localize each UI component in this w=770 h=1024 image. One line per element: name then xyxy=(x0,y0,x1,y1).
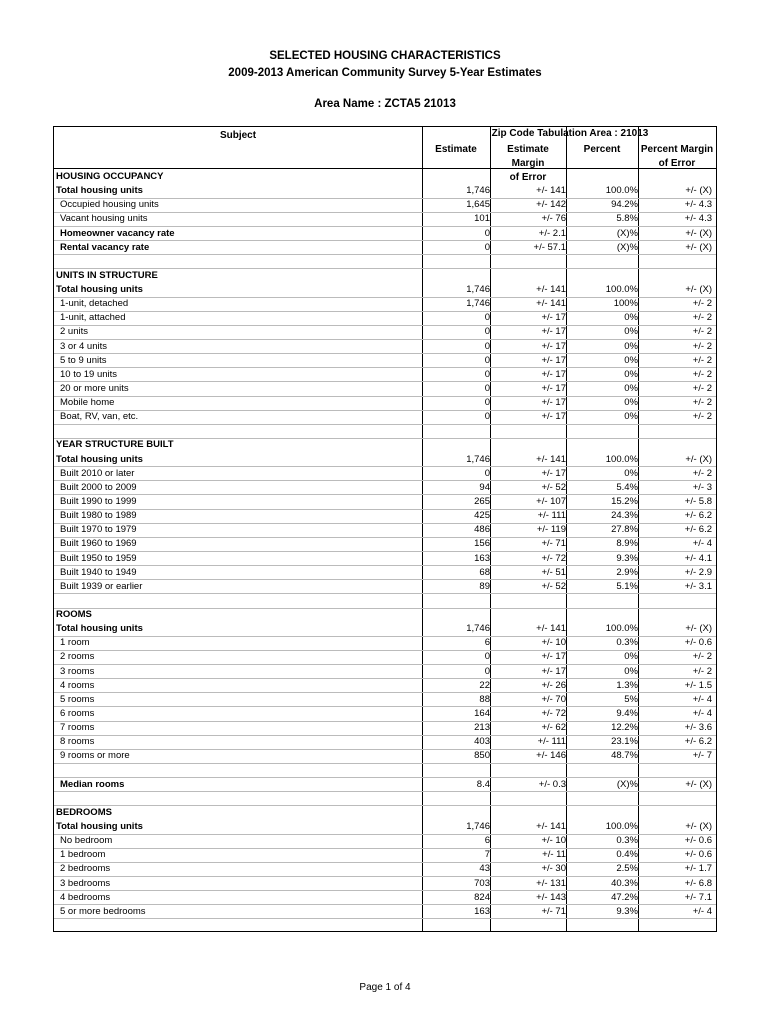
percent-cell: 1.3% xyxy=(616,679,638,691)
estimate-moe-cell: +/- 141 xyxy=(536,185,566,197)
estimate-cell: 43 xyxy=(479,863,490,875)
percent-moe-cell: +/- (X) xyxy=(685,284,712,296)
row-label: 3 rooms xyxy=(60,665,95,677)
row-label: 3 bedrooms xyxy=(60,877,111,889)
percent-cell: 40.3% xyxy=(611,877,638,889)
table-row xyxy=(54,650,716,664)
percent-cell: 0% xyxy=(624,340,638,352)
row-label: Rental vacancy rate xyxy=(60,241,150,253)
table-row xyxy=(54,325,716,339)
row-label: Total housing units xyxy=(56,453,143,465)
estimate-moe-cell: +/- 141 xyxy=(536,623,566,635)
estimate-moe-cell: +/- 141 xyxy=(536,820,566,832)
percent-cell: 100.0% xyxy=(605,820,638,832)
row-label: Vacant housing units xyxy=(60,213,148,225)
estimate-cell: 0 xyxy=(484,241,490,253)
estimate-moe-cell: +/- 2.1 xyxy=(538,227,566,239)
document-subtitle: 2009-2013 American Community Survey 5-Year Estimates xyxy=(228,67,542,79)
table-row xyxy=(54,891,716,905)
row-label: Occupied housing units xyxy=(60,199,159,211)
row-label: 20 or more units xyxy=(60,382,129,394)
percent-moe-cell: +/- 6.2 xyxy=(684,524,712,536)
table-row xyxy=(54,905,716,919)
row-label: Built 1970 to 1979 xyxy=(60,524,137,536)
percent-cell: 0% xyxy=(624,326,638,338)
row-label: 2 bedrooms xyxy=(60,863,111,875)
table-row xyxy=(54,340,716,354)
estimate-cell: 68 xyxy=(479,566,490,578)
estimate-column-header: Estimate xyxy=(435,144,477,155)
percent-cell: 5.1% xyxy=(616,580,638,592)
row-label: Built 1940 to 1949 xyxy=(60,566,137,578)
section-header-row xyxy=(54,806,716,820)
row-label: UNITS IN STRUCTURE xyxy=(56,269,158,281)
row-label: Mobile home xyxy=(60,397,115,409)
estimate-moe-cell: +/- 146 xyxy=(536,750,566,762)
estimate-moe-cell: +/- 107 xyxy=(536,495,566,507)
row-label: 1 room xyxy=(60,637,90,649)
row-label: Boat, RV, van, etc. xyxy=(60,411,139,423)
table-row xyxy=(54,283,716,297)
row-label: Built 1980 to 1989 xyxy=(60,510,137,522)
table-row xyxy=(54,552,716,566)
row-label: Homeowner vacancy rate xyxy=(60,227,175,239)
section-header-row xyxy=(54,269,716,283)
estimate-cell: 101 xyxy=(474,213,490,225)
table-row xyxy=(54,227,716,241)
percent-cell: 100.0% xyxy=(605,623,638,635)
percent-cell: 0.4% xyxy=(616,849,638,861)
row-label: Total housing units xyxy=(56,623,143,635)
section-header-row xyxy=(54,608,716,622)
row-label: 9 rooms or more xyxy=(60,750,130,762)
table-row xyxy=(54,566,716,580)
percent-cell: 8.9% xyxy=(616,538,638,550)
row-label: 4 bedrooms xyxy=(60,891,111,903)
percent-moe-cell: +/- (X) xyxy=(685,185,712,197)
table-row xyxy=(54,749,716,763)
percent-cell: 9.4% xyxy=(616,707,638,719)
percent-cell: 48.7% xyxy=(611,750,638,762)
percent-cell: 100.0% xyxy=(605,453,638,465)
spacer-row xyxy=(54,594,716,608)
percent-moe-cell: +/- 3.6 xyxy=(684,722,712,734)
row-label: 3 or 4 units xyxy=(60,340,107,352)
table-row xyxy=(54,241,716,255)
estimate-cell: 0 xyxy=(484,651,490,663)
estimate-cell: 1,746 xyxy=(466,820,490,832)
percent-moe-cell: +/- 4.3 xyxy=(684,213,712,225)
percent-moe-cell: +/- 2 xyxy=(692,665,712,677)
percent-moe-cell: +/- (X) xyxy=(685,227,712,239)
table-row xyxy=(54,184,716,198)
percent-moe-cell: +/- 2 xyxy=(692,312,712,324)
estimate-cell: 22 xyxy=(479,679,490,691)
percent-moe-cell: +/- 5.8 xyxy=(684,495,712,507)
percent-cell: (X)% xyxy=(616,778,638,790)
percent-moe-cell: +/- 3.1 xyxy=(684,580,712,592)
table-row xyxy=(54,481,716,495)
table-row xyxy=(54,410,716,424)
row-label: Built 1990 to 1999 xyxy=(60,495,137,507)
estimate-moe-cell: +/- 52 xyxy=(541,481,566,493)
estimate-cell: 7 xyxy=(484,849,490,861)
table-row xyxy=(54,396,716,410)
estimate-moe-cell: +/- 141 xyxy=(536,284,566,296)
estimate-cell: 163 xyxy=(474,905,490,917)
row-label: Built 1960 to 1969 xyxy=(60,538,137,550)
estimate-moe-cell: +/- 17 xyxy=(541,397,566,409)
estimate-cell: 0 xyxy=(484,411,490,423)
estimate-cell: 0 xyxy=(484,354,490,366)
table-row xyxy=(54,735,716,749)
percent-moe-cell: +/- 2 xyxy=(692,368,712,380)
estimate-cell: 1,746 xyxy=(466,453,490,465)
estimate-cell: 6 xyxy=(484,835,490,847)
row-label: 8 rooms xyxy=(60,736,95,748)
estimate-moe-cell: +/- 11 xyxy=(542,849,566,861)
percent-moe-cell: +/- 2 xyxy=(692,467,712,479)
row-label: HOUSING OCCUPANCY xyxy=(56,171,164,182)
estimate-moe-cell: +/- 141 xyxy=(536,453,566,465)
row-label: Built 1950 to 1959 xyxy=(60,552,137,564)
estimate-cell: 0 xyxy=(484,326,490,338)
percent-cell: 100.0% xyxy=(605,284,638,296)
table-row xyxy=(54,580,716,594)
table-row xyxy=(54,679,716,693)
percent-moe-cell: +/- 7 xyxy=(692,750,712,762)
estimate-moe-cell: +/- 71 xyxy=(541,538,566,550)
housing-table xyxy=(53,126,717,932)
estimate-cell: 0 xyxy=(484,227,490,239)
row-label: 5 or more bedrooms xyxy=(60,905,146,917)
spacer-row xyxy=(54,255,716,269)
percent-cell: 5.8% xyxy=(616,213,638,225)
table-row xyxy=(54,834,716,848)
estimate-moe-cell: +/- 30 xyxy=(541,863,566,875)
percent-moe-cell: +/- 2 xyxy=(692,340,712,352)
area-name: Area Name : ZCTA5 21013 xyxy=(314,98,456,110)
estimate-cell: 425 xyxy=(474,510,490,522)
section-header-row xyxy=(54,438,716,452)
percent-cell: 0% xyxy=(624,665,638,677)
table-row xyxy=(54,848,716,862)
estimate-moe-cell: +/- 143 xyxy=(536,891,566,903)
table-row xyxy=(54,509,716,523)
estimate-cell: 1,746 xyxy=(466,298,490,310)
estimate-cell: 94 xyxy=(479,481,490,493)
estimate-moe-cell: +/- 76 xyxy=(541,213,566,225)
percent-moe-cell: +/- 2 xyxy=(692,326,712,338)
estimate-cell: 164 xyxy=(474,707,490,719)
estimate-cell: 850 xyxy=(474,750,490,762)
estimate-moe-cell: +/- 17 xyxy=(541,651,566,663)
table-row xyxy=(54,693,716,707)
estimate-moe-cell: +/- 17 xyxy=(541,354,566,366)
percent-cell: 2.9% xyxy=(616,566,638,578)
estimate-moe-cell: +/- 141 xyxy=(536,298,566,310)
estimate-cell: 156 xyxy=(474,538,490,550)
percent-moe-cell: +/- 3 xyxy=(692,481,712,493)
percent-moe-cell: +/- 2 xyxy=(692,651,712,663)
row-label: Built 2000 to 2009 xyxy=(60,481,137,493)
estimate-moe-cell: +/- 51 xyxy=(541,566,566,578)
percent-cell: 5% xyxy=(624,693,638,705)
estimate-cell: 1,645 xyxy=(466,199,490,211)
section-header-row xyxy=(54,170,716,184)
estimate-cell: 0 xyxy=(484,467,490,479)
percent-cell: 0% xyxy=(624,651,638,663)
table-row xyxy=(54,467,716,481)
row-rule xyxy=(54,918,716,919)
table-row xyxy=(54,297,716,311)
row-label: Total housing units xyxy=(56,284,143,296)
estimate-moe-cell: +/- 111 xyxy=(537,736,566,748)
table-row xyxy=(54,622,716,636)
row-label: ROOMS xyxy=(56,609,92,621)
percent-cell: 5.4% xyxy=(616,481,638,493)
estimate-moe-cell: +/- 70 xyxy=(541,693,566,705)
percent-cell: 0.3% xyxy=(616,637,638,649)
subject-column-header: Subject xyxy=(219,130,257,141)
percent-moe-cell: +/- 0.6 xyxy=(684,637,712,649)
estimate-moe-cell: +/- 0.3 xyxy=(538,778,566,790)
table-row xyxy=(54,311,716,325)
table-row xyxy=(54,198,716,212)
percent-moe-cell: +/- 0.6 xyxy=(684,835,712,847)
row-label: No bedroom xyxy=(60,835,113,847)
zcta-column-header: Zip Code Tabulation Area : 21013 xyxy=(491,128,649,139)
estimate-moe-cell: +/- 17 xyxy=(541,382,566,394)
percent-cell: 0% xyxy=(624,382,638,394)
row-label: 1-unit, attached xyxy=(60,312,126,324)
percent-moe-cell: +/- 2 xyxy=(692,397,712,409)
percent-moe-cell: +/- (X) xyxy=(685,623,712,635)
table-row xyxy=(54,820,716,834)
table-row xyxy=(54,382,716,396)
table-row xyxy=(54,636,716,650)
table-row xyxy=(54,778,716,792)
percent-cell: 27.8% xyxy=(611,524,638,536)
row-label: Total housing units xyxy=(56,185,143,197)
estimate-moe-cell: +/- 17 xyxy=(541,326,566,338)
estimate-cell: 1,746 xyxy=(466,185,490,197)
row-label: Median rooms xyxy=(60,778,125,790)
table-row xyxy=(54,495,716,509)
estimate-cell: 486 xyxy=(474,524,490,536)
document-title: SELECTED HOUSING CHARACTERISTICS xyxy=(269,50,501,62)
percent-moe-cell: +/- (X) xyxy=(685,453,712,465)
estimate-moe-cell: +/- 17 xyxy=(541,340,566,352)
percent-moe-cell: +/- 4.3 xyxy=(684,199,712,211)
percent-cell: 15.2% xyxy=(611,495,638,507)
percent-cell: 94.2% xyxy=(611,199,638,211)
table-row xyxy=(54,707,716,721)
percent-column-header: Percent xyxy=(583,144,621,155)
estimate-cell: 0 xyxy=(484,665,490,677)
estimate-cell: 265 xyxy=(474,495,490,507)
row-label: 5 rooms xyxy=(60,693,95,705)
percent-moe-cell: +/- 6.8 xyxy=(684,877,712,889)
table-row xyxy=(54,877,716,891)
row-label: 5 to 9 units xyxy=(60,354,107,366)
percent-cell: 12.2% xyxy=(611,722,638,734)
row-label: 1-unit, detached xyxy=(60,298,129,310)
percent-moe-cell: +/- 0.6 xyxy=(684,849,712,861)
estimate-cell: 6 xyxy=(484,637,490,649)
table-row xyxy=(54,537,716,551)
row-label: YEAR STRUCTURE BUILT xyxy=(56,439,174,451)
estimate-cell: 163 xyxy=(474,552,490,564)
percent-cell: 9.3% xyxy=(616,552,638,564)
estimate-moe-cell: +/- 17 xyxy=(541,467,566,479)
estimate-cell: 1,746 xyxy=(466,284,490,296)
percent-cell: 0% xyxy=(624,397,638,409)
page-footer: Page 1 of 4 xyxy=(359,982,411,993)
percent-cell: 0% xyxy=(624,368,638,380)
percent-moe-cell: +/- 2.9 xyxy=(684,566,712,578)
percent-cell: 0% xyxy=(624,467,638,479)
estimate-cell: 1,746 xyxy=(466,623,490,635)
table-row xyxy=(54,368,716,382)
row-label: 6 rooms xyxy=(60,707,95,719)
estimate-moe-column-header: Estimate Margin of Error xyxy=(507,144,549,183)
estimate-cell: 213 xyxy=(474,722,490,734)
percent-cell: 0.3% xyxy=(616,835,638,847)
percent-cell: 23.1% xyxy=(611,736,638,748)
estimate-cell: 0 xyxy=(484,312,490,324)
percent-cell: 2.5% xyxy=(616,863,638,875)
row-label: Total housing units xyxy=(56,820,143,832)
percent-cell: 100% xyxy=(613,298,638,310)
estimate-moe-cell: +/- 17 xyxy=(541,665,566,677)
percent-moe-cell: +/- 2 xyxy=(692,411,712,423)
percent-cell: 24.3% xyxy=(611,510,638,522)
estimate-cell: 0 xyxy=(484,397,490,409)
table-row xyxy=(54,665,716,679)
estimate-cell: 89 xyxy=(479,580,490,592)
estimate-moe-cell: +/- 62 xyxy=(541,722,566,734)
percent-moe-cell: +/- 4 xyxy=(692,693,712,705)
percent-moe-cell: +/- 1.7 xyxy=(684,863,712,875)
estimate-cell: 8.4 xyxy=(476,778,490,790)
percent-moe-cell: +/- 4.1 xyxy=(684,552,712,564)
estimate-moe-cell: +/- 57.1 xyxy=(533,241,566,253)
row-label: 2 units xyxy=(60,326,88,338)
percent-moe-cell: +/- 1.5 xyxy=(684,679,712,691)
estimate-cell: 0 xyxy=(484,368,490,380)
estimate-moe-cell: +/- 72 xyxy=(541,552,566,564)
percent-moe-cell: +/- 4 xyxy=(692,538,712,550)
percent-cell: (X)% xyxy=(616,241,638,253)
estimate-moe-cell: +/- 52 xyxy=(541,580,566,592)
percent-cell: 0% xyxy=(624,411,638,423)
percent-cell: 47.2% xyxy=(611,891,638,903)
spacer-row xyxy=(54,763,716,777)
estimate-moe-cell: +/- 17 xyxy=(541,368,566,380)
row-label: 4 rooms xyxy=(60,679,95,691)
estimate-cell: 0 xyxy=(484,340,490,352)
percent-cell: 9.3% xyxy=(616,905,638,917)
row-label: Built 1939 or earlier xyxy=(60,580,143,592)
row-label: Built 2010 or later xyxy=(60,467,135,479)
estimate-moe-cell: +/- 119 xyxy=(536,524,566,536)
estimate-moe-cell: +/- 111 xyxy=(537,510,566,522)
estimate-cell: 0 xyxy=(484,382,490,394)
percent-moe-column-header: Percent Margin of Error xyxy=(640,144,714,169)
estimate-moe-cell: +/- 26 xyxy=(541,679,566,691)
estimate-moe-cell: +/- 71 xyxy=(541,905,566,917)
estimate-cell: 824 xyxy=(474,891,490,903)
spacer-row xyxy=(54,424,716,438)
estimate-moe-cell: +/- 142 xyxy=(536,199,566,211)
estimate-moe-cell: +/- 10 xyxy=(541,835,566,847)
row-label: 2 rooms xyxy=(60,651,95,663)
estimate-moe-cell: +/- 131 xyxy=(536,877,566,889)
estimate-cell: 403 xyxy=(474,736,490,748)
estimate-moe-cell: +/- 10 xyxy=(541,637,566,649)
table-row xyxy=(54,212,716,226)
percent-moe-cell: +/- 6.2 xyxy=(684,510,712,522)
percent-cell: 0% xyxy=(624,354,638,366)
table-row xyxy=(54,862,716,876)
percent-moe-cell: +/- 2 xyxy=(692,382,712,394)
percent-moe-cell: +/- 4 xyxy=(692,707,712,719)
percent-cell: (X)% xyxy=(616,227,638,239)
estimate-cell: 703 xyxy=(474,877,490,889)
percent-moe-cell: +/- 4 xyxy=(692,905,712,917)
row-label: BEDROOMS xyxy=(56,806,112,818)
table-row xyxy=(54,523,716,537)
percent-moe-cell: +/- (X) xyxy=(685,820,712,832)
percent-moe-cell: +/- (X) xyxy=(685,778,712,790)
percent-moe-cell: +/- 2 xyxy=(692,298,712,310)
row-label: 7 rooms xyxy=(60,722,95,734)
percent-moe-cell: +/- (X) xyxy=(685,241,712,253)
percent-moe-cell: +/- 7.1 xyxy=(684,891,712,903)
table-row xyxy=(54,354,716,368)
estimate-moe-cell: +/- 17 xyxy=(541,312,566,324)
percent-cell: 100.0% xyxy=(605,185,638,197)
percent-cell: 0% xyxy=(624,312,638,324)
estimate-moe-cell: +/- 72 xyxy=(541,707,566,719)
percent-moe-cell: +/- 2 xyxy=(692,354,712,366)
table-row xyxy=(54,721,716,735)
estimate-cell: 88 xyxy=(479,693,490,705)
row-label: 1 bedroom xyxy=(60,849,106,861)
percent-moe-cell: +/- 6.2 xyxy=(684,736,712,748)
estimate-moe-cell: +/- 17 xyxy=(541,411,566,423)
table-row xyxy=(54,453,716,467)
row-label: 10 to 19 units xyxy=(60,368,118,380)
spacer-row xyxy=(54,792,716,806)
